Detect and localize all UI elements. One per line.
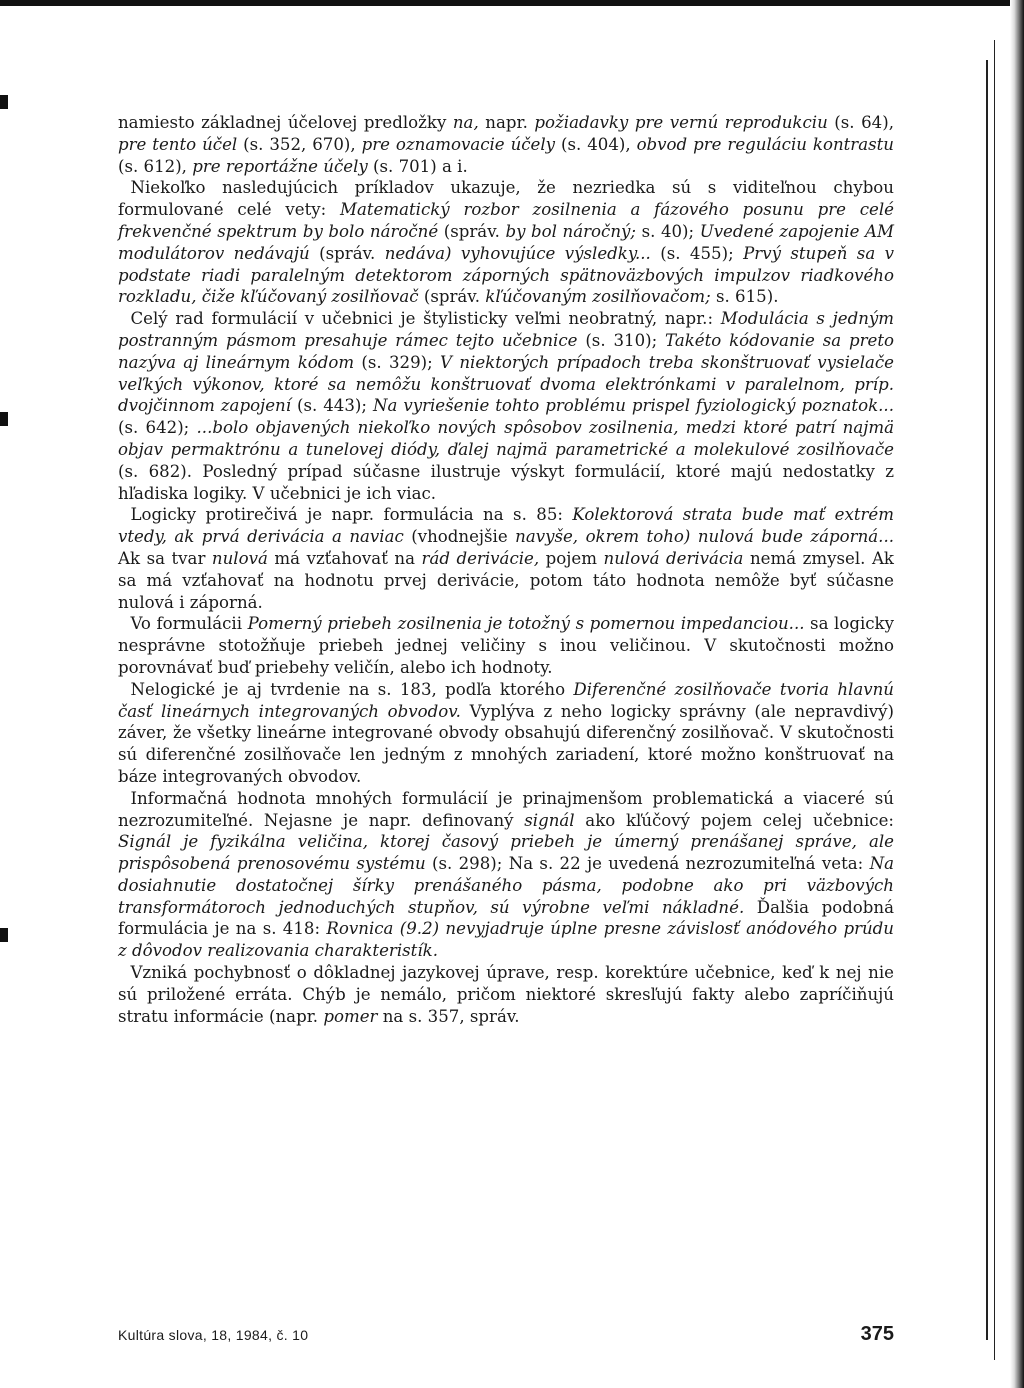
- scan-fold-line-secondary: [994, 40, 995, 1360]
- body-text: (s. 64),: [827, 113, 894, 132]
- body-text: (správ.: [309, 243, 385, 263]
- page-footer: [118, 1323, 894, 1346]
- scan-right-edge: [1010, 0, 1024, 1388]
- scan-margin-mark: [0, 412, 8, 426]
- quoted-example-text: Kolektorová strata bude mať extrém vtedy, ak prvá derivácia a naviac: [118, 505, 894, 547]
- quoted-example-text: Na dosiahnutie dostatočnej šírky prenášaného pásma, podobne ako pri väzbových transformátoroch jednoduchých stupňov, sú výrobne veľmi nákladné.: [118, 854, 894, 917]
- paragraph: [118, 962, 894, 1027]
- body-text: (s. 612),: [118, 156, 193, 176]
- quoted-example-text: Signál je fyzikálna veličina, ktorej časový priebeh je úmerný prenášanej správe, ale prispôsobená prenosovému systému: [118, 832, 894, 874]
- quoted-example-text: Takéto kódovanie sa preto nazýva aj lineárnym kódom: [118, 330, 894, 372]
- quoted-example-text: by bol náročný;: [505, 221, 636, 241]
- scan-margin-mark: [0, 928, 8, 942]
- body-text: (vhodnejšie: [403, 527, 516, 547]
- body-text: s. 615).: [710, 287, 779, 307]
- quoted-example-text: na,: [452, 113, 479, 132]
- body-text: (s. 298); Na s. 22 je uvedená nezrozumiteľná veta:: [425, 854, 870, 874]
- quoted-example-text: Diferenčné zosilňovače tvoria hlavnú časť lineárnych integrovaných obvodov.: [118, 679, 894, 721]
- paragraph: [118, 679, 894, 788]
- body-text: Celý rad formulácií v učebnici je štylisticky veľmi neobratný, napr.:: [130, 309, 721, 329]
- quoted-example-text: nedáva) vyhovujúce výsledky...: [384, 243, 651, 263]
- quoted-example-text: okrem toho) nulová bude záporná...: [585, 527, 895, 547]
- scan-fold-line: [986, 60, 988, 1340]
- paragraph: [118, 112, 894, 177]
- paragraph: [118, 177, 894, 308]
- paragraph: [118, 613, 894, 678]
- body-text: Ďalšia podobná formulácia je na s. 418:: [118, 897, 894, 939]
- body-text: Logicky protirečivá je napr. formulácia na s. 85:: [130, 505, 573, 525]
- quoted-example-text: navyše,: [515, 527, 579, 547]
- body-text: [578, 527, 585, 546]
- body-text: Vyplýva z neho logicky správny (ale nepravdivý) záver, že všetky lineárne integrované obvody obsahujú diferenčný zosilňovač. V skutočnosti sú diferenčné zosilňovače len jedným z mnohých zariadení, ktoré možno konštruovať na báze integrovaných obvodov.: [118, 701, 894, 786]
- quoted-example-text: pre reportážne účely: [192, 156, 368, 176]
- quoted-example-text: ...bolo objavených niekoľko nových spôsobov zosilnenia, medzi ktoré patrí najmä objav permaktrónu a tunelovej diódy, ďalej najmä parametrické a molekulové zosilňovače: [118, 418, 894, 459]
- body-text: (s. 701) a i.: [367, 156, 468, 176]
- quoted-example-text: V niektorých prípadoch treba skonštruovať vysielače veľkých výkonov, ktoré sa nemôžu konštruovať dvoma elektrónkami v paralelnom, príp. dvojčinnom zapojení: [118, 352, 895, 416]
- paragraph: [118, 308, 894, 504]
- quoted-example-text: pre oznamovacie účely: [361, 134, 556, 154]
- body-text: (správ.: [438, 221, 506, 241]
- scan-margin-mark: [0, 95, 8, 109]
- body-text: Informačná hodnota mnohých formulácií je prinajmenšom problematická a viaceré sú nezrozumiteľné. Nejasne je napr. definovaný: [118, 788, 894, 830]
- paragraph: [118, 788, 894, 962]
- body-text: (s. 310);: [577, 330, 666, 350]
- body-text: na s. 357, správ.: [377, 1006, 520, 1026]
- quoted-example-text: Prvý stupeň sa v podstate riadi paralelným detektorom záporných spätnoväzbových impulzov riadkového rozkladu, čiže kľúčovaný zosilňovač: [118, 243, 895, 307]
- body-text: (s. 352, 670),: [237, 134, 362, 154]
- body-text: Niekoľko nasledujúcich príkladov ukazuje, že nezriedka sú s viditeľnou chybou formulované celé vety:: [118, 178, 894, 220]
- journal-citation: Kultúra slova, 18, 1984, č. 10: [118, 1327, 309, 1343]
- body-text: napr.: [478, 113, 535, 132]
- quoted-example-text: nulová: [211, 548, 268, 568]
- body-text: namiesto základnej účelovej predložky: [118, 113, 453, 132]
- body-text: Nelogické je aj tvrdenie na s. 183, podľa ktorého: [130, 679, 574, 699]
- body-text: Vo formulácii: [130, 614, 248, 634]
- body-text: má vzťahovať na: [267, 548, 422, 568]
- paragraph: [118, 504, 894, 613]
- body-text: Ak sa tvar: [118, 548, 212, 568]
- quoted-example-text: kľúčovaným zosilňovačom;: [485, 287, 711, 307]
- quoted-example-text: Pomerný priebeh zosilnenia je totožný s pomernou impedanciou...: [247, 614, 805, 634]
- page-number: 375: [860, 1323, 894, 1345]
- quoted-example-text: pre tento účel: [118, 134, 238, 154]
- quoted-example-text: pomer: [323, 1006, 378, 1026]
- quoted-example-text: signál: [524, 810, 575, 830]
- body-text: pojem: [539, 548, 604, 568]
- quoted-example-text: obvod pre reguláciu kontrastu: [636, 134, 894, 154]
- body-text: (správ.: [418, 287, 486, 307]
- quoted-example-text: Uvedené zapojenie AM modulátorov nedávajú: [118, 221, 894, 263]
- quoted-example-text: nulová derivácia: [603, 548, 744, 568]
- quoted-example-text: požiadavky pre vernú reprodukciu: [534, 113, 828, 132]
- body-text: (s. 329);: [354, 352, 441, 372]
- body-text: ako kľúčový pojem celej učebnice:: [574, 810, 894, 830]
- body-text: (s. 404),: [555, 134, 637, 154]
- quoted-example-text: rád derivácie,: [421, 548, 540, 568]
- book-page-text: [118, 112, 894, 1027]
- body-text: (s. 455);: [650, 243, 744, 263]
- quoted-example-text: Na vyriešenie tohto problému prispel fyziologický poznatok...: [372, 396, 894, 416]
- body-text: (s. 642);: [118, 418, 197, 438]
- body-text: nemá zmysel. Ak sa má vzťahovať na hodnotu prvej derivácie, potom táto hodnota nemôže byť súčasne nulová i záporná.: [118, 548, 894, 612]
- body-text: sa logicky nesprávne stotožňuje priebeh jednej veličiny s inou veličinou. V skutočnosti možno porovnávať buď priebehy veličín, alebo ich hodnoty.: [118, 614, 894, 677]
- body-text: Vzniká pochybnosť o dôkladnej jazykovej úprave, resp. korektúre učebnice, keď k nej nie sú priložené erráta. Chýb je nemálo, pričom niektoré skresľujú fakty alebo zapríčiňujú stratu informácie (napr.: [118, 963, 894, 1026]
- body-text: (s. 443);: [291, 396, 373, 416]
- body-text: s. 40);: [636, 221, 700, 241]
- body-text: (s. 682). Posledný prípad súčasne ilustruje výskyt formulácií, ktoré majú nedostatky z hľadiska logiky. V učebnici je ich viac.: [118, 461, 894, 503]
- scan-top-edge: [0, 0, 1024, 6]
- quoted-example-text: Modulácia s jedným postranným pásmom presahuje rámec tejto učebnice: [118, 309, 895, 350]
- quoted-example-text: Rovnica (9.2) nevyjadruje úplne presne závislosť anódového prúdu z dôvodov realizovania charakteristík.: [118, 919, 894, 961]
- quoted-example-text: Matematický rozbor zosilnenia a fázového posunu pre celé frekvenčné spektrum by bolo náročné: [118, 200, 894, 241]
